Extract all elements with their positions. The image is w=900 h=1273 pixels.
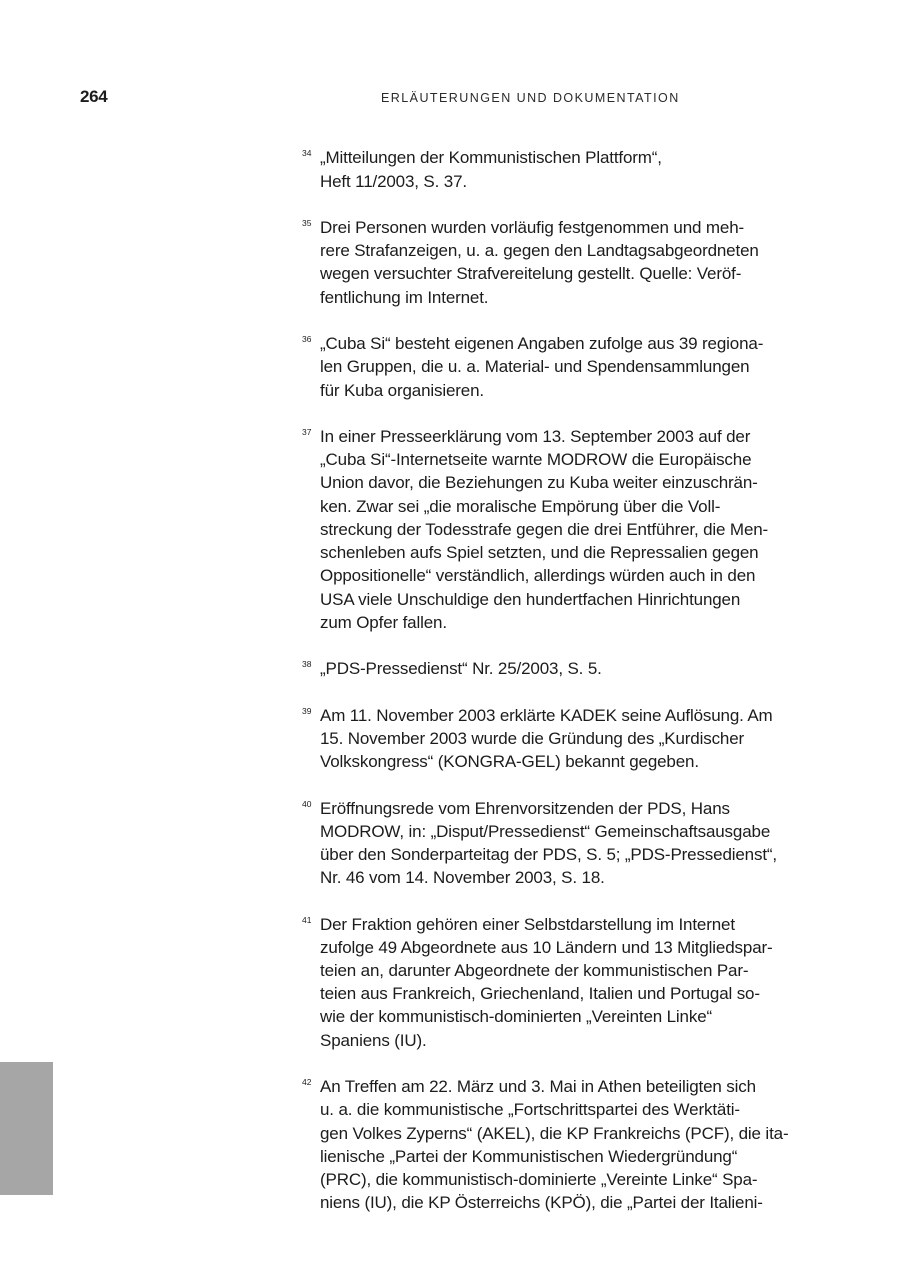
footnote-number: 42 [302,1077,312,1088]
footnote-34 [302,146,788,192]
footnotes-list [302,146,789,1237]
footnote-line: Drei Personen wurden vorläufig festgenommen und meh- [320,218,745,238]
footnote-number: 40 [302,798,312,809]
footnote-line: „Mitteilungen der Kommunistischen Plattform“, [320,148,662,168]
footnote-line: schenleben aufs Spiel setzten, und die Repressalien gegen [320,543,759,563]
footnote-line: Der Fraktion gehören einer Selbstdarstellung im Internet [320,914,735,934]
footnote-line: rere Strafanzeigen, u. a. gegen den Landtagsabgeordneten [320,241,759,261]
footnote-line: Spaniens (IU). [320,1030,427,1050]
footnote-line: über den Sonderparteitag der PDS, S. 5; „PDS-Pressedienst“, [320,844,777,864]
footnote-line: „Cuba Si“-Internetseite warnte MODROW die Europäische [320,450,752,470]
footnote-number: 34 [302,148,312,159]
footnote-line: USA viele Unschuldige den hundertfachen Hinrichtungen [320,589,741,609]
page-number: 264 [80,87,108,106]
footnote-line: „PDS-Pressedienst“ Nr. 25/2003, S. 5. [320,659,602,679]
footnote-line: teien aus Frankreich, Griechenland, Italien und Portugal so- [320,984,760,1004]
footnote-number: 36 [302,334,312,345]
footnote-37 [302,425,788,634]
footnote-line: wegen versuchter Strafvereitelung gestellt. Quelle: Veröf- [320,264,742,284]
footnote-39 [302,704,788,774]
running-title: ERLÄUTERUNGEN UND DOKUMENTATION [381,91,680,105]
footnote-line: 15. November 2003 wurde die Gründung des „Kurdischer [320,728,745,748]
footnote-line: Oppositionelle“ verständlich, allerdings würden auch in den [320,566,756,586]
footnote-line: lienische „Partei der Kommunistischen Wiedergründung“ [320,1146,738,1166]
footnote-line: Heft 11/2003, S. 37. [320,171,467,191]
footnote-line: ken. Zwar sei „die moralische Empörung über die Voll- [320,496,721,516]
footnote-line: MODROW, in: „Disput/Pressedienst“ Gemeinschaftsausgabe [320,821,771,841]
footnote-line: niens (IU), die KP Österreichs (KPÖ), die „Partei der Italieni- [320,1193,763,1213]
footnote-line: An Treffen am 22. März und 3. Mai in Athen beteiligten sich [320,1077,756,1097]
footnote-36 [302,332,788,402]
footnote-35 [302,216,788,309]
footnote-line: (PRC), die kommunistisch-dominierte „Vereinte Linke“ Spa- [320,1170,758,1190]
footnote-38 [302,657,788,680]
footnote-line: zum Opfer fallen. [320,612,447,632]
footnote-line: Eröffnungsrede vom Ehrenvorsitzenden der PDS, Hans [320,798,730,818]
footnote-number: 35 [302,218,312,229]
footnote-41 [302,913,788,1052]
footnote-line: len Gruppen, die u. a. Material- und Spendensammlungen [320,357,750,377]
footnote-number: 38 [302,659,312,670]
footnote-line: zufolge 49 Abgeordnete aus 10 Ländern und 13 Mitgliedspar- [320,937,773,957]
footnote-line: teien an, darunter Abgeordnete der kommunistischen Par- [320,961,749,981]
footnote-number: 41 [302,914,312,925]
footnote-42 [302,1075,789,1214]
footnote-line: streckung der Todesstrafe gegen die drei Entführer, die Men- [320,519,769,539]
footnote-number: 37 [302,427,312,438]
footnote-line: für Kuba organisieren. [320,380,484,400]
footnote-line: wie der kommunistisch-dominierten „Vereinten Linke“ [320,1007,713,1027]
footnote-number: 39 [302,705,312,716]
footnote-line: „Cuba Si“ besteht eigenen Angaben zufolge aus 39 regiona- [320,334,764,354]
footnote-line: Nr. 46 vom 14. November 2003, S. 18. [320,868,605,888]
footnote-line: gen Volkes Zyperns“ (AKEL), die KP Frankreichs (PCF), die ita- [320,1123,789,1143]
footnote-line: In einer Presseerklärung vom 13. September 2003 auf der [320,427,751,447]
margin-thumb-tab [0,1062,53,1195]
footnote-line: Am 11. November 2003 erklärte KADEK seine Auflösung. Am [320,705,773,725]
footnote-line: fentlichung im Internet. [320,287,489,307]
footnote-line: Volkskongress“ (KONGRA-GEL) bekannt gegeben. [320,752,699,772]
footnote-40 [302,797,788,890]
footnote-line: u. a. die kommunistische „Fortschrittspartei des Werktäti- [320,1100,740,1120]
footnote-line: Union davor, die Beziehungen zu Kuba weiter einzuschrän- [320,473,758,493]
